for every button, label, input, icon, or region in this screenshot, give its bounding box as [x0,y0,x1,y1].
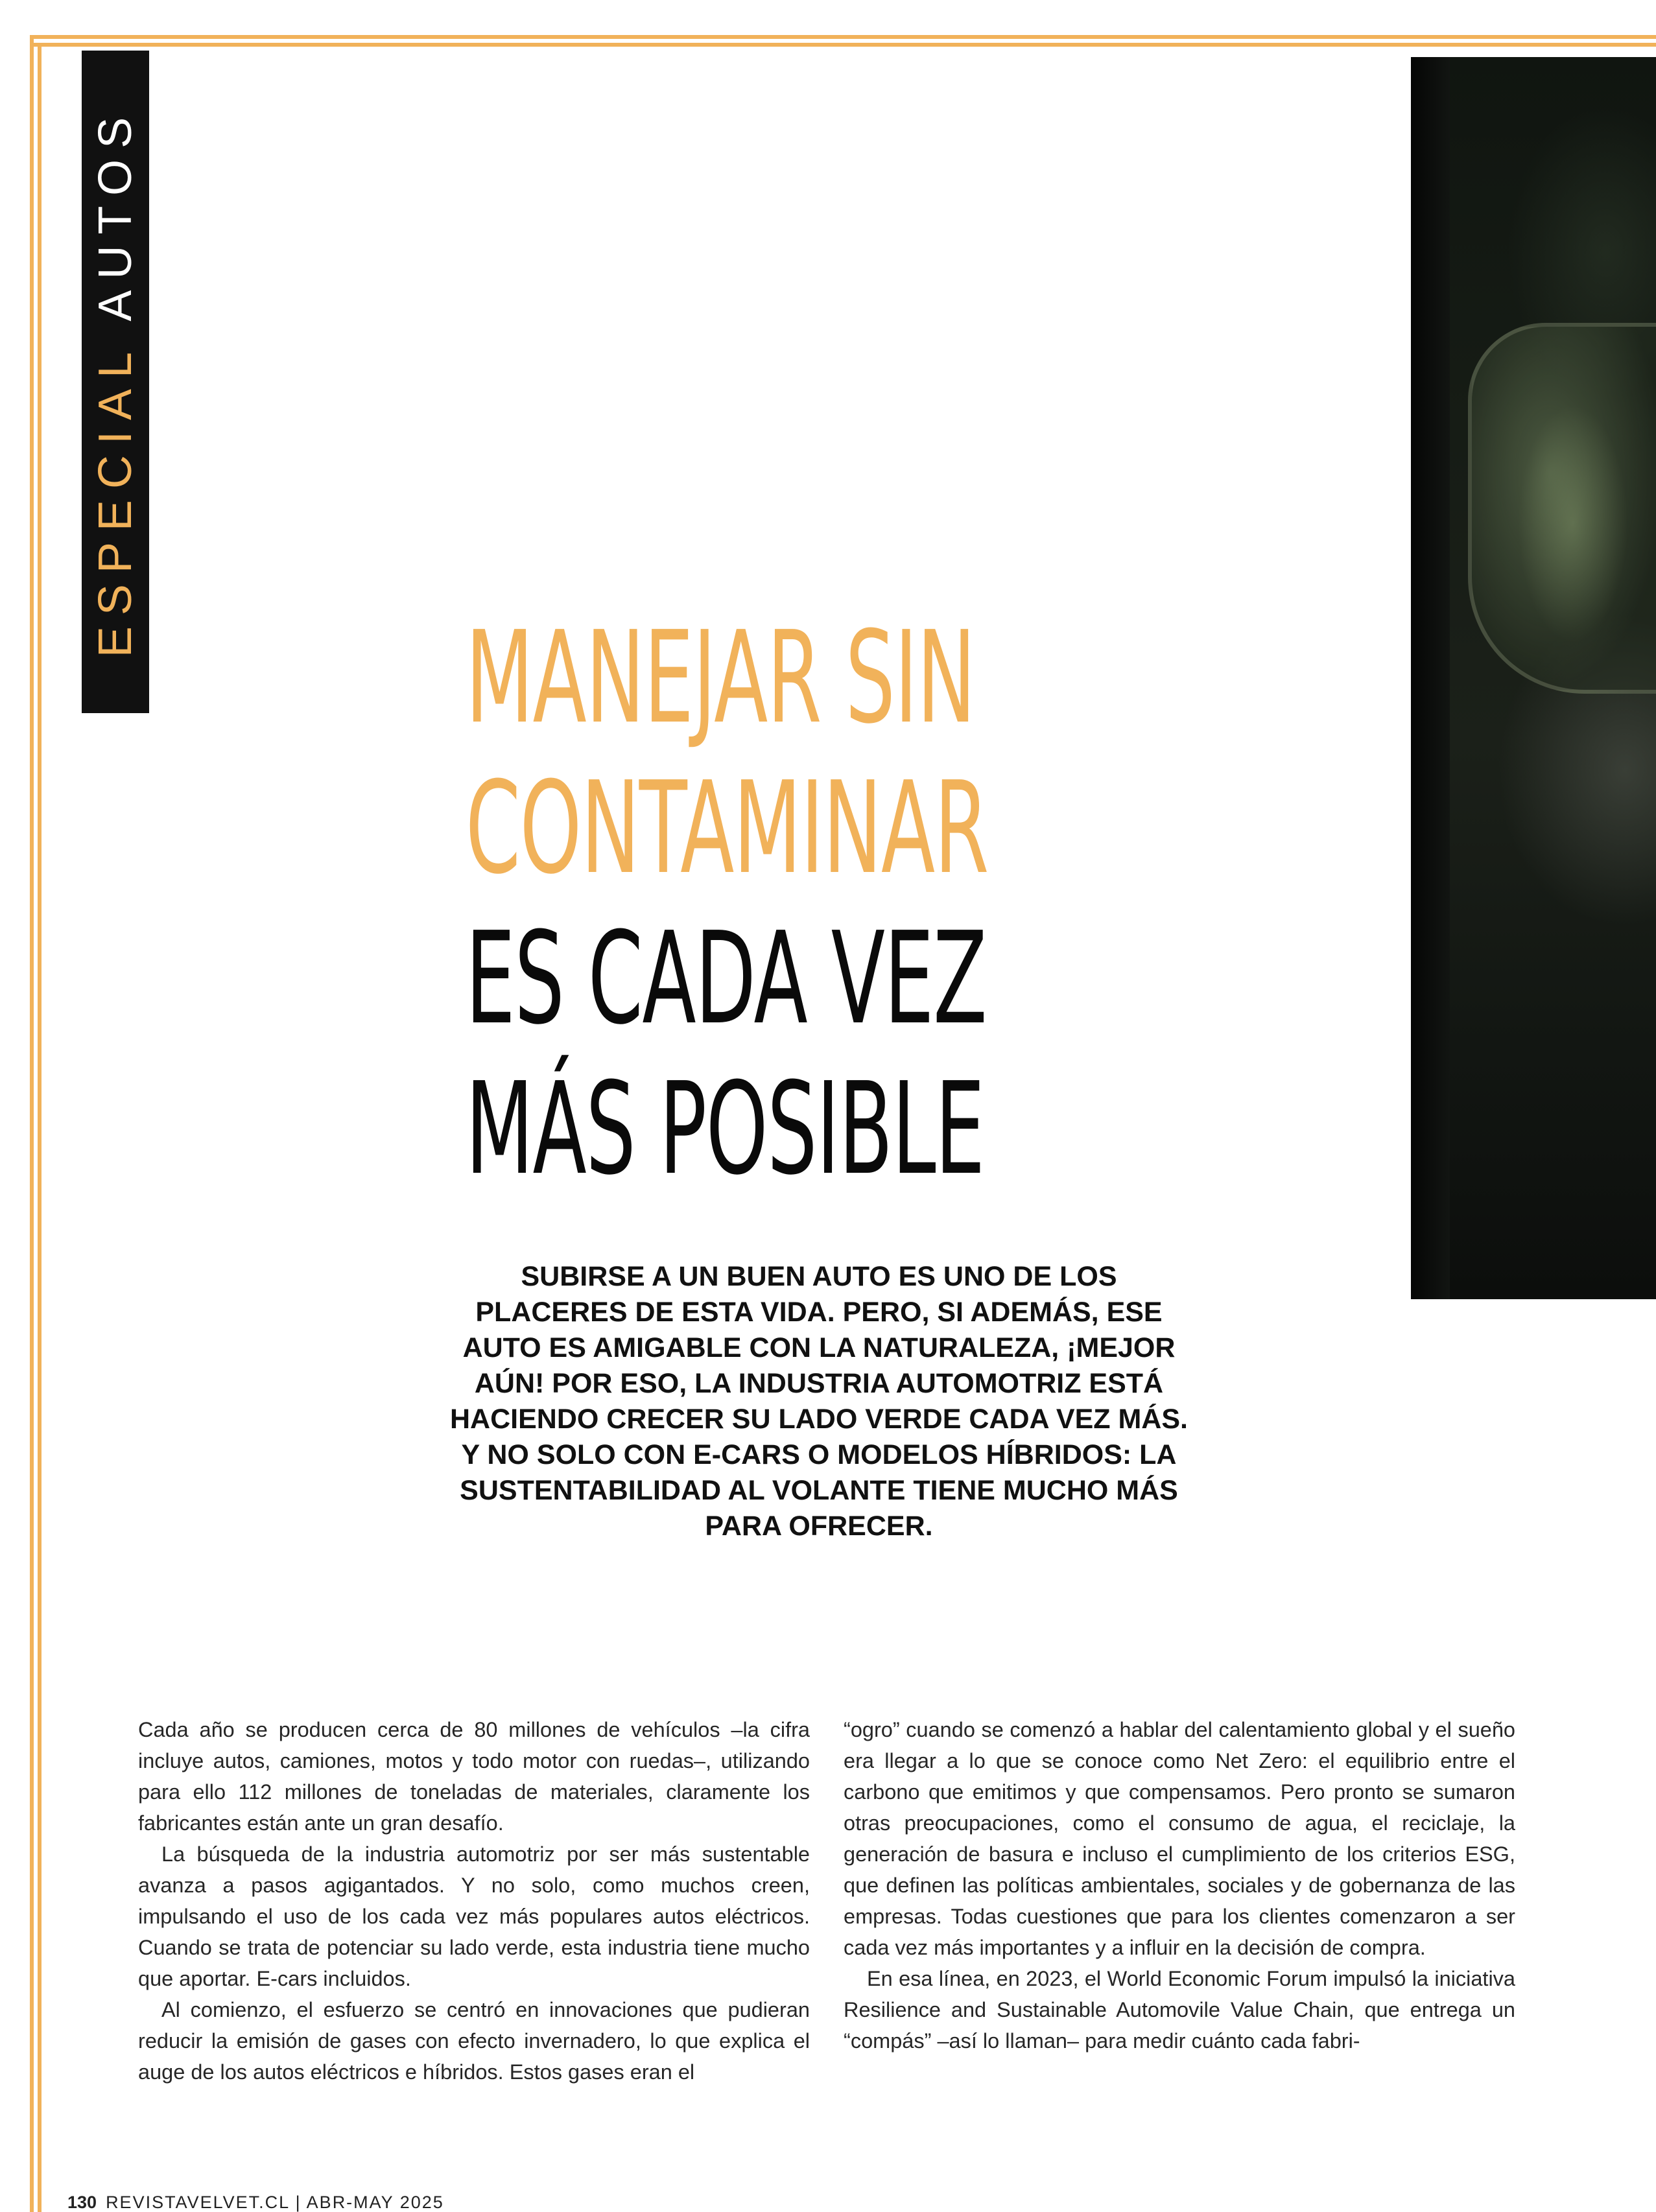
car-pillar-shape [1411,57,1450,1299]
headline [466,603,1321,1205]
page-number: 130 [67,2193,97,2212]
headline-line-1: MANEJAR SIN [466,604,975,752]
frame-top-inner-rule [30,43,1656,47]
body-paragraph: La búsqueda de la industria automotriz por ser más sustentable avanza a pasos agigantados. Y no solo, como muchos creen, impulsando el uso de los cada vez más populares autos eléctricos. Cuando se trata de potenciar su lado verde, esta industria tiene mucho que aportar. E-cars incluidos. [138,1842,810,1990]
headline-line-4: MÁS POSIBLE [466,1055,984,1203]
frame-top-outer-rule [30,35,1656,39]
frame-left-outer-rule [30,35,34,2212]
dek-summary: SUBIRSE A UN BUEN AUTO ES UNO DE LOS PLACERES DE ESTA VIDA. PERO, SI ADEMÁS, ESE AUTO ES AMIGABLE CON LA NATURALEZA, ¡MEJOR AÚN! POR ESO, LA INDUSTRIA AUTOMOTRIZ ESTÁ HACIENDO CRECER SU LADO VERDE CADA VEZ MÁS. Y NO SOLO CON E-CARS O MODELOS HÍBRIDOS: LA SUSTENTABILIDAD AL VOLANTE TIENE MUCHO MÁS PARA OFRECER. [450,1261,1188,1542]
footer-publication: REVISTAVELVET.CL | ABR-MAY 2025 [106,2193,444,2212]
headline-line-2: CONTAMINAR [466,755,989,902]
body-paragraph: “ogro” cuando se comenzó a hablar del calentamiento global y el sueño era llegar a lo que se conoce como Net Zero: el equilibrio entre el carbono que emitimos y que compensamos. Pero pronto se sumaron otras preocupaciones, como el consumo de agua, el reciclaje, la generación de basura e incluso el cumplimiento de los criterios ESG, que definen las políticas ambientales, sociales y de gobernanza de las empresas. Todas cuestiones que para los clientes comenzaron a ser cada vez más importantes y a influir en la decisión de compra. [844,1718,1515,1959]
section-tab-word-autos: AUTOS [89,106,141,322]
section-tab [82,51,149,713]
frame-left-inner-rule [38,43,41,2212]
car-window-shape [1468,323,1656,694]
section-tab-word-especial: ESPECIAL [89,342,141,658]
body-paragraph: En esa línea, en 2023, el World Economic Forum impulsó la iniciativa Resilience and Sustainable Automovile Value Chain, que entrega un “compás” –así lo llaman– para medir cuánto cada fabri- [844,1967,1515,2053]
body-column-right [844,1714,1515,2056]
car-interior-photo [1411,57,1656,1299]
section-tab-label [89,106,141,658]
body-column-left [138,1714,810,2088]
body-paragraph: Al comienzo, el esfuerzo se centró en innovaciones que pudieran reducir la emisión de gases con efecto invernadero, lo que explica el auge de los autos eléctricos e híbridos. Estos gases eran el [138,1998,810,2084]
page-footer [67,2194,444,2211]
body-paragraph: Cada año se producen cerca de 80 millones de vehículos –la cifra incluye autos, camiones, motos y todo motor con ruedas–, utilizando para ello 112 millones de toneladas de materiales, claramente los fabricantes están ante un gran desafío. [138,1718,810,1835]
headline-line-3: ES CADA VEZ [466,905,987,1053]
